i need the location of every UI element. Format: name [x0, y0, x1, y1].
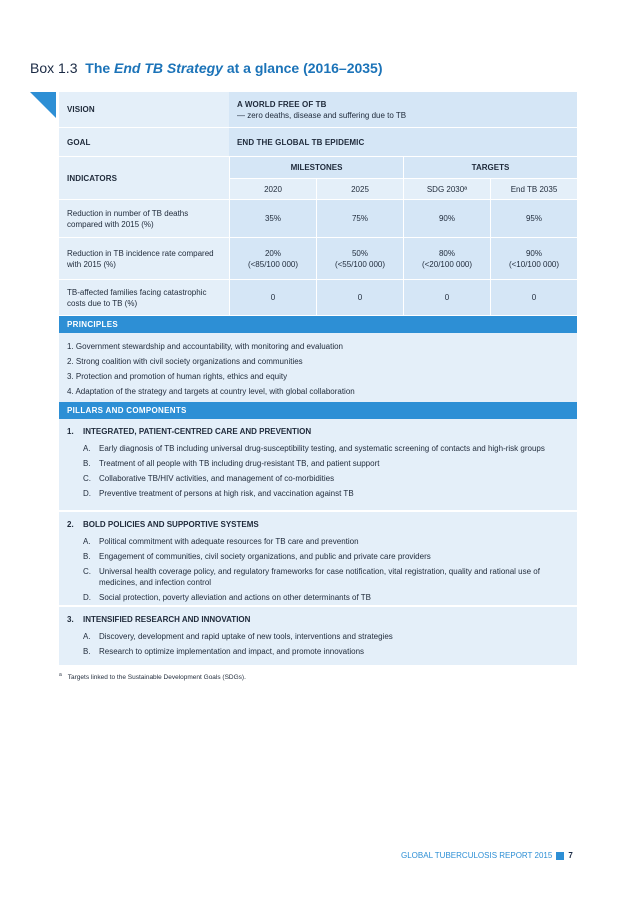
pillar-title: 1. INTEGRATED, PATIENT-CENTRED CARE AND PREVENTION [67, 427, 312, 436]
vision-value: A WORLD FREE OF TB [237, 99, 327, 109]
pillar-item: A. Political commitment with adequate resources for TB care and prevention [83, 537, 359, 546]
footnote-mark: a [59, 672, 62, 678]
col-header-2025: 2025 [316, 179, 403, 199]
pillar-title: 2. BOLD POLICIES AND SUPPORTIVE SYSTEMS [67, 520, 259, 529]
vision-value-cell [229, 92, 577, 127]
vision-label: VISION [59, 92, 229, 127]
footnote-text: Targets linked to the Sustainable Development Goals (SDGs). [67, 674, 246, 682]
box-title-pre: The [85, 60, 115, 76]
pillar-group [59, 419, 577, 510]
square-icon [556, 852, 564, 860]
pillar-item: B. Treatment of all people with TB including drug-resistant TB, and patient support [83, 459, 380, 468]
pillar-group [59, 607, 577, 665]
pillar-group [59, 512, 577, 605]
goal-row [59, 128, 577, 157]
indicator-value: 20% (<85/100 000) [229, 238, 316, 279]
vision-row [59, 92, 577, 128]
indicator-value: 80% (<20/100 000) [403, 238, 490, 279]
indicator-row [59, 200, 577, 238]
pillar-title: 3. INTENSIFIED RESEARCH AND INNOVATION [67, 615, 251, 624]
corner-triangle-decoration [30, 92, 56, 118]
pillar-item: A. Early diagnosis of TB including universal drug-susceptibility testing, and systematic screening of contacts and high-risk groups [83, 444, 545, 453]
principle-item: 2. Strong coalition with civil society organizations and communities [67, 357, 303, 366]
indicator-row [59, 280, 577, 316]
goal-label: GOAL [59, 128, 229, 156]
pillar-item: A. Discovery, development and rapid uptake of new tools, interventions and strategies [83, 632, 393, 641]
box-label: Box 1.3 [30, 60, 78, 76]
indicator-value: 0 [316, 280, 403, 315]
pillar-item: D. Preventive treatment of persons at high risk, and vaccination against TB [83, 489, 354, 498]
principle-item: 1. Government stewardship and accountability, with monitoring and evaluation [67, 342, 344, 351]
principle-item: 4. Adaptation of the strategy and targets at country level, with global collaboration [67, 387, 355, 396]
indicator-value: 0 [229, 280, 316, 315]
page-footer [401, 851, 573, 860]
pillar-item: C. Universal health coverage policy, and regulatory frameworks for case notification, vital registration, quality and rational use of medicines, and infection control [83, 567, 540, 587]
indicator-value: 50% (<55/100 000) [316, 238, 403, 279]
box-title-italic: End TB Strategy [114, 60, 223, 76]
pillars-heading: PILLARS AND COMPONENTS [59, 402, 577, 419]
indicator-value: 95% [490, 200, 577, 237]
indicator-value: 0 [490, 280, 577, 315]
col-header-2020: 2020 [229, 179, 316, 199]
box-title [30, 60, 383, 76]
strategy-table [59, 92, 577, 665]
indicator-row [59, 238, 577, 280]
indicators-header-group [229, 157, 577, 199]
indicator-label: Reduction in TB incidence rate compared with 2015 (%) [59, 238, 229, 279]
principle-item: 3. Protection and promotion of human rights, ethics and equity [67, 372, 288, 381]
indicators-label: INDICATORS [59, 157, 229, 199]
goal-value: END THE GLOBAL TB EPIDEMIC [229, 128, 577, 156]
indicator-value: 0 [403, 280, 490, 315]
milestones-header: MILESTONES [229, 157, 403, 178]
pillar-item: B. Research to optimize implementation and impact, and promote innovations [83, 647, 365, 656]
indicator-value: 90% [403, 200, 490, 237]
pillar-item: C. Collaborative TB/HIV activities, and management of co-morbidities [83, 474, 335, 483]
indicator-value: 75% [316, 200, 403, 237]
col-header-sdg-2030: SDG 2030ª [403, 179, 490, 199]
indicator-value: 35% [229, 200, 316, 237]
pillar-item: B. Engagement of communities, civil society organizations, and public and private care providers [83, 552, 431, 561]
vision-sub: — zero deaths, disease and suffering due to TB [237, 110, 407, 120]
report-title: GLOBAL TUBERCULOSIS REPORT 2015 [401, 851, 553, 860]
indicator-value: 90% (<10/100 000) [490, 238, 577, 279]
pillar-item: D. Social protection, poverty alleviation and actions on other determinants of TB [83, 593, 372, 602]
box-title-post: at a glance (2016–2035) [222, 60, 383, 76]
col-header-end-tb-2035: End TB 2035 [490, 179, 577, 199]
page-number: 7 [568, 851, 573, 860]
principles-panel [59, 333, 577, 402]
footnote [59, 672, 246, 681]
indicator-label: Reduction in number of TB deaths compared with 2015 (%) [59, 200, 229, 237]
targets-header: TARGETS [403, 157, 577, 178]
indicators-header-row [59, 157, 577, 200]
indicator-label: TB-affected families facing catastrophic costs due to TB (%) [59, 280, 229, 315]
principles-heading: PRINCIPLES [59, 316, 577, 333]
